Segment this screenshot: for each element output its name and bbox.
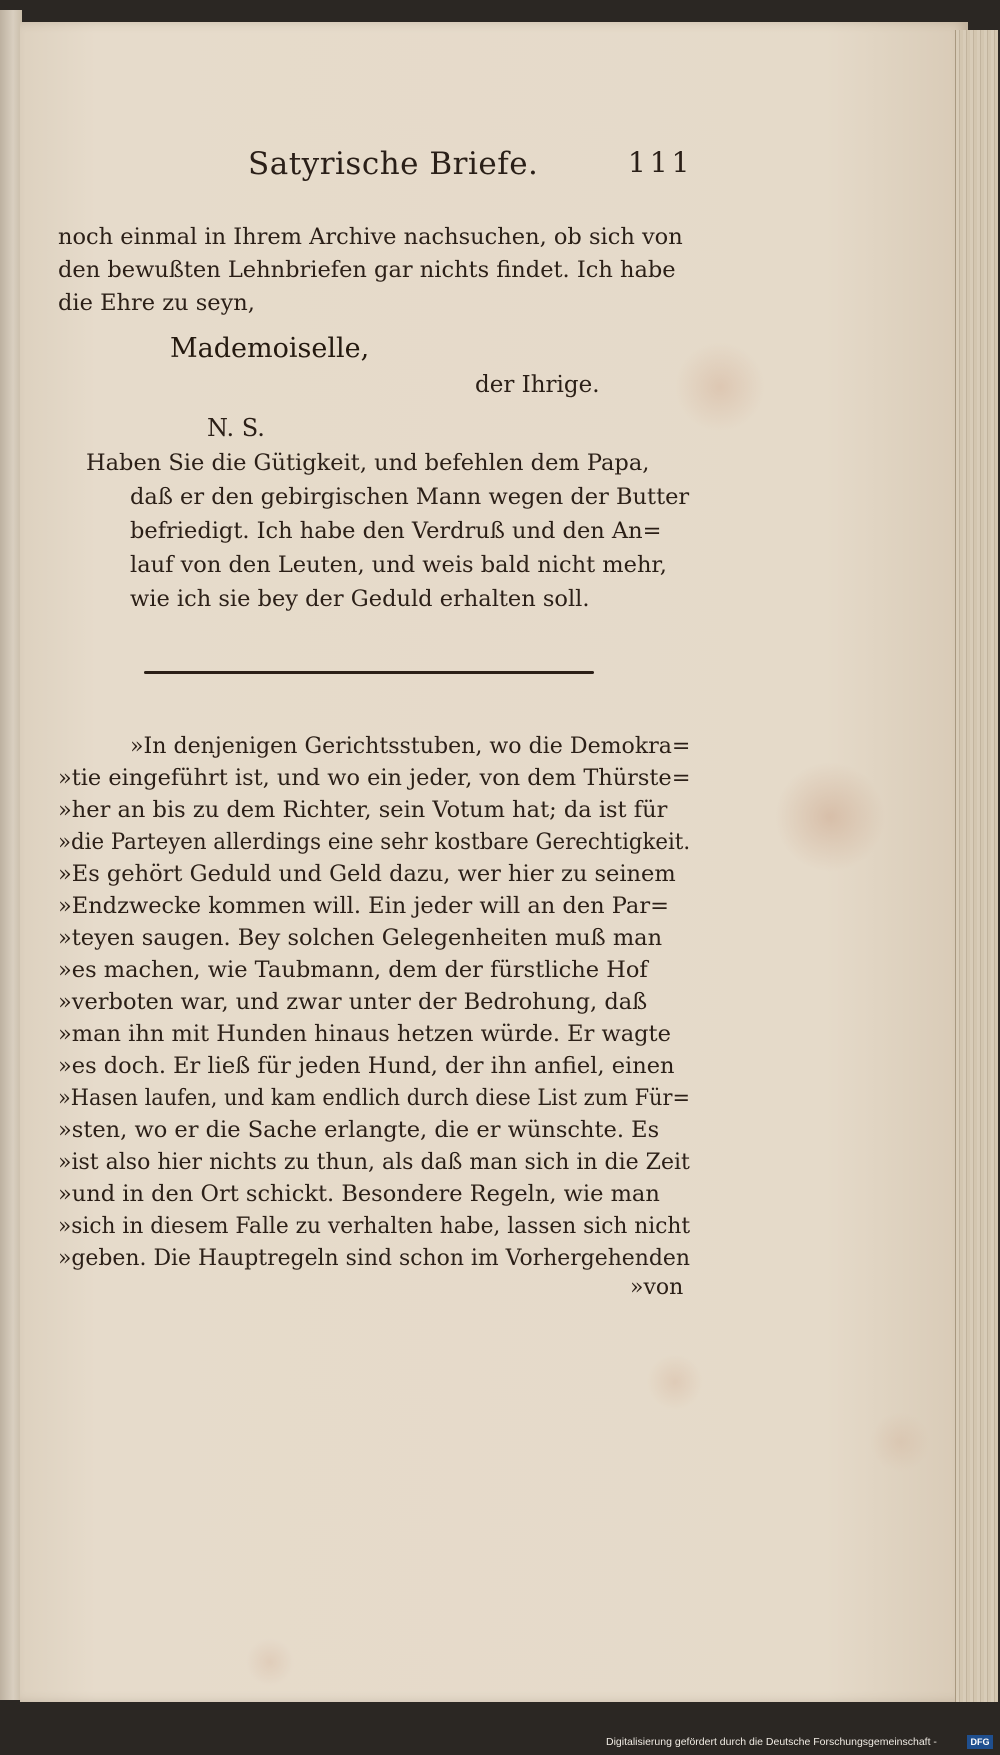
postscript-label: N. S.	[207, 414, 265, 442]
letter-line: die Ehre zu seyn,	[58, 290, 255, 316]
quote-line: »ist also hier nichts zu thun, als daß man sich in die Zeit	[58, 1149, 690, 1175]
salutation: Mademoiselle,	[170, 333, 370, 364]
postscript-line: Haben Sie die Gütigkeit, und befehlen dem Papa,	[86, 450, 650, 476]
quote-line: »Es gehört Geduld und Geld dazu, wer hier zu seinem	[58, 861, 676, 887]
quote-line: »her an bis zu dem Richter, sein Votum hat; da ist für	[58, 797, 668, 823]
left-page-edge	[0, 10, 22, 1700]
signature: der Ihrige.	[475, 372, 600, 398]
quote-line: »In denjenigen Gerichtsstuben, wo die Demokra=	[130, 733, 691, 759]
page-fore-edge	[955, 30, 998, 1702]
footer-credit: Digitalisierung gefördert durch die Deutsche Forschungsgemeinschaft -	[606, 1736, 937, 1748]
dfg-logo: DFG	[967, 1735, 993, 1749]
quote-line: »sten, wo er die Sache erlangte, die er wünschte. Es	[58, 1117, 660, 1143]
quote-line: »teyen saugen. Bey solchen Gelegenheiten muß man	[58, 925, 663, 951]
postscript-line: befriedigt. Ich habe den Verdruß und den An=	[130, 518, 662, 544]
catchword: »von	[630, 1275, 684, 1300]
quote-line: »Hasen laufen, und kam endlich durch diese List zum Für=	[58, 1085, 690, 1111]
quote-line: »man ihn mit Hunden hinaus hetzen würde. Er wagte	[58, 1021, 671, 1047]
quote-line: »tie eingeführt ist, und wo ein jeder, von dem Thürste=	[58, 765, 691, 791]
quote-line: »die Parteyen allerdings eine sehr kostbare Gerechtigkeit.	[58, 829, 691, 855]
page-number: 111	[628, 146, 694, 179]
quote-line: »Endzwecke kommen will. Ein jeder will an den Par=	[58, 893, 669, 919]
postscript-line: daß er den gebirgischen Mann wegen der Butter	[130, 484, 690, 510]
quote-line: »es doch. Er ließ für jeden Hund, der ihn anfiel, einen	[58, 1053, 675, 1079]
postscript-line: wie ich sie bey der Geduld erhalten soll.	[130, 586, 590, 612]
postscript-line: lauf von den Leuten, und weis bald nicht mehr,	[130, 552, 667, 578]
section-divider	[144, 671, 594, 674]
letter-line: den bewußten Lehnbriefen gar nichts findet. Ich habe	[58, 257, 676, 283]
quote-line: »verboten war, und zwar unter der Bedrohung, daß	[58, 989, 648, 1015]
quote-line: »geben. Die Hauptregeln sind schon im Vorhergehenden	[58, 1245, 691, 1271]
running-head: Satyrische Briefe.	[248, 146, 539, 182]
quote-line: »und in den Ort schickt. Besondere Regeln, wie man	[58, 1181, 660, 1207]
letter-line: noch einmal in Ihrem Archive nachsuchen, ob sich von	[58, 224, 683, 250]
quote-line: »es machen, wie Taubmann, dem der fürstliche Hof	[58, 957, 648, 983]
quote-line: »sich in diesem Falle zu verhalten habe, lassen sich nicht	[58, 1213, 691, 1239]
